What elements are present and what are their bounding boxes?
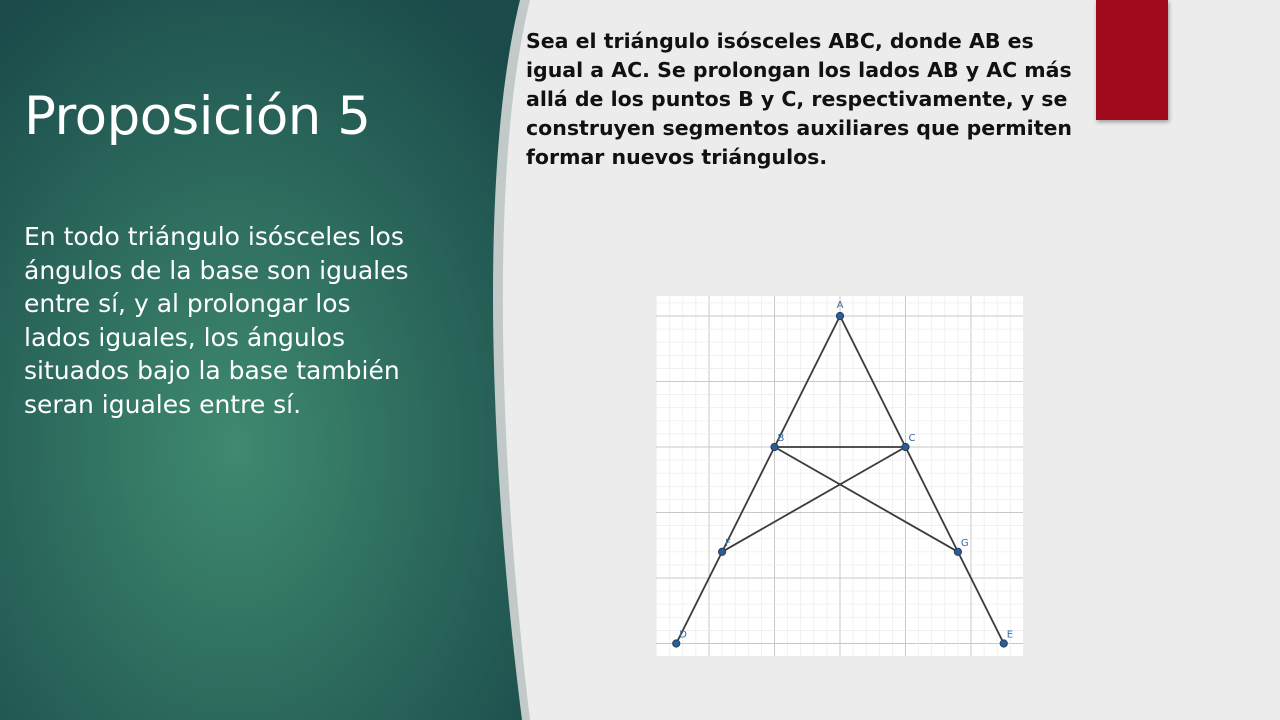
segment-ae xyxy=(840,316,1004,644)
point-label-a: A xyxy=(836,300,844,311)
figure-grid xyxy=(656,296,1023,656)
point-label-b: B xyxy=(777,433,785,444)
point-g xyxy=(954,548,961,555)
proposition-text: En todo triángulo isósceles los ángulos de la base son iguales entre sí, y al prolongar los lados iguales, los ángulos situados bajo la base también seran iguales entre sí. xyxy=(24,222,409,419)
point-label-f: F xyxy=(725,537,731,549)
point-d xyxy=(673,640,680,647)
point-label-g: G xyxy=(960,537,969,549)
segment-ad xyxy=(676,316,840,644)
construction-statement: Sea el triángulo isósceles ABC, donde AB es igual a AC. Se prolongan los lados AB y AC más allá de los puntos B y C, respectivamente, y se construyen segmentos auxiliares que permiten formar nuevos triángulos. xyxy=(526,29,1072,169)
point-f xyxy=(719,548,726,555)
slide-title: Proposición 5 xyxy=(24,86,371,147)
red-accent-block xyxy=(1096,0,1168,120)
point-c xyxy=(902,443,909,450)
point-e xyxy=(1000,640,1007,647)
point-label-e: E xyxy=(1006,629,1014,641)
point-label-d: D xyxy=(679,629,687,641)
point-b xyxy=(771,443,778,450)
point-label-c: C xyxy=(908,433,916,444)
point-a xyxy=(836,312,843,319)
geometry-figure xyxy=(656,296,1023,656)
